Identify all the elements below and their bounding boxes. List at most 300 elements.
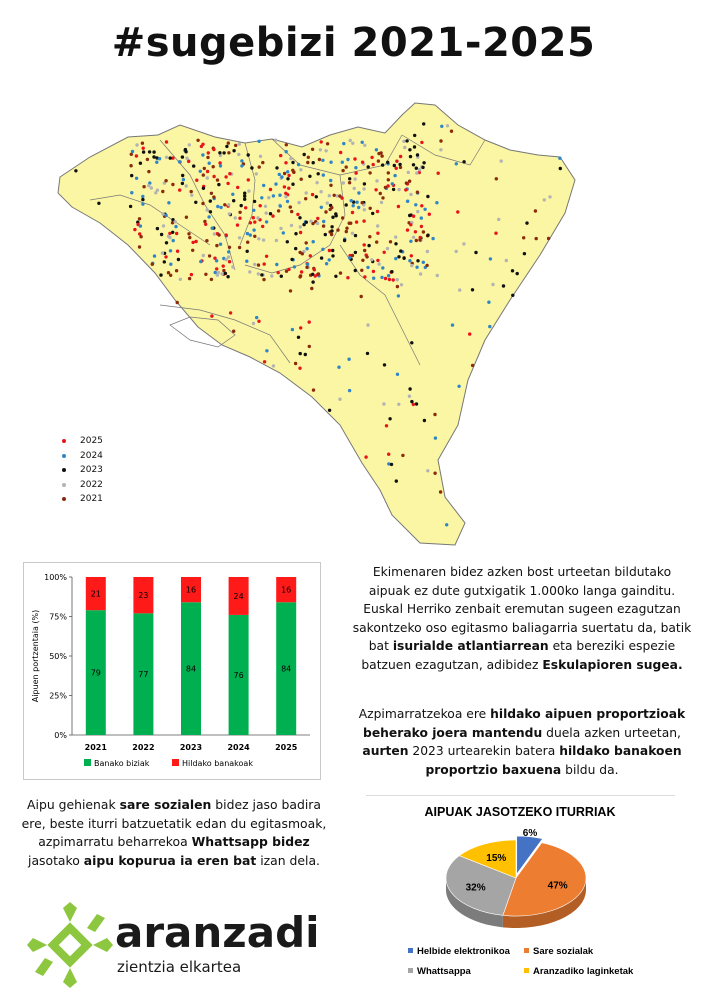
sighting-dot xyxy=(229,311,232,314)
sighting-dot xyxy=(316,222,319,225)
sighting-dot xyxy=(285,143,288,146)
sighting-dot xyxy=(468,332,471,335)
sighting-dot xyxy=(445,523,448,526)
sighting-dot xyxy=(252,322,255,325)
sighting-dot xyxy=(297,163,300,166)
sighting-dot xyxy=(426,195,429,198)
sighting-dot xyxy=(305,247,308,250)
sighting-dot xyxy=(367,244,370,247)
sighting-dot xyxy=(190,194,193,197)
y-axis-label: Aipuen portzentaia (%) xyxy=(31,609,40,703)
sighting-dot xyxy=(330,225,333,228)
sighting-dot xyxy=(348,222,351,225)
sighting-dot xyxy=(216,178,219,181)
sighting-dot xyxy=(243,192,246,195)
sighting-dot xyxy=(265,220,268,223)
sighting-dot xyxy=(231,265,234,268)
sighting-dot xyxy=(559,167,562,170)
sighting-dot xyxy=(203,167,206,170)
sighting-dot xyxy=(298,216,301,219)
sighting-dot xyxy=(345,165,348,168)
sighting-dot xyxy=(426,234,429,237)
sighting-dot xyxy=(161,190,164,193)
sighting-dot xyxy=(400,283,403,286)
sighting-dot xyxy=(372,277,375,280)
sighting-dot xyxy=(416,259,419,262)
sighting-dot xyxy=(217,271,220,274)
sighting-dot xyxy=(335,214,338,217)
x-tick-label: 2022 xyxy=(132,743,155,752)
sighting-dot xyxy=(208,162,211,165)
sighting-dot xyxy=(208,254,211,257)
sighting-dot xyxy=(165,156,168,159)
sighting-dot xyxy=(257,140,260,143)
sighting-dot xyxy=(226,275,229,278)
sighting-dot xyxy=(348,181,351,184)
sighting-dot xyxy=(243,198,246,201)
sighting-dot xyxy=(315,195,318,198)
sighting-dot xyxy=(349,139,352,142)
sighting-dot xyxy=(270,274,273,277)
sighting-dot xyxy=(328,194,331,197)
sighting-dot xyxy=(369,207,372,210)
sighting-dot xyxy=(272,194,275,197)
sighting-dot xyxy=(253,200,256,203)
sighting-dot xyxy=(312,388,315,391)
sighting-dot xyxy=(135,143,138,146)
sighting-dot xyxy=(213,232,216,235)
sighting-dot xyxy=(232,149,235,152)
sighting-dot xyxy=(316,217,319,220)
sighting-dot xyxy=(225,233,228,236)
emblem-petal xyxy=(87,914,105,932)
sighting-dot xyxy=(300,178,303,181)
sighting-dot xyxy=(169,156,172,159)
sighting-dot xyxy=(387,171,390,174)
sighting-dot xyxy=(389,240,392,243)
sighting-dot xyxy=(263,262,266,265)
sighting-dot xyxy=(378,262,381,265)
sighting-dot xyxy=(376,224,379,227)
sighting-dot xyxy=(129,205,132,208)
sighting-dot xyxy=(181,182,184,185)
sighting-dot xyxy=(408,259,411,262)
sighting-dot xyxy=(222,151,225,154)
pie-value-label: 32% xyxy=(465,882,486,894)
logo-wordmark: aranzadi xyxy=(115,908,320,957)
map-legend xyxy=(62,434,103,507)
sighting-dot xyxy=(361,259,364,262)
sighting-dot xyxy=(354,166,357,169)
sighting-dot xyxy=(182,178,185,181)
sighting-dot xyxy=(338,194,341,197)
legend-dot-icon xyxy=(62,468,66,472)
sighting-dot xyxy=(224,272,227,275)
sighting-dot xyxy=(416,210,419,213)
sighting-dot xyxy=(387,274,390,277)
sighting-dot xyxy=(390,463,393,466)
sighting-dot xyxy=(474,251,477,254)
sighting-dot xyxy=(341,161,344,164)
sighting-dot xyxy=(328,249,331,252)
sighting-dot xyxy=(420,216,423,219)
sighting-dot xyxy=(133,228,136,231)
sighting-dot xyxy=(363,208,366,211)
sighting-dot xyxy=(297,336,300,339)
sighting-dot xyxy=(247,153,250,156)
sighting-dot xyxy=(153,254,156,257)
sighting-dot xyxy=(164,214,167,217)
x-tick-label: 2024 xyxy=(227,743,250,752)
sighting-dot xyxy=(399,155,402,158)
sighting-dot xyxy=(207,215,210,218)
sighting-dot xyxy=(407,171,410,174)
bar-value-label: 79 xyxy=(90,668,101,678)
sighting-dot xyxy=(257,237,260,240)
sighting-dot xyxy=(455,162,458,165)
sighting-dot xyxy=(360,269,363,272)
sighting-dot xyxy=(354,171,357,174)
sighting-dot xyxy=(74,169,77,172)
sighting-dot xyxy=(309,220,312,223)
sighting-dot xyxy=(331,254,334,257)
sighting-dot xyxy=(215,267,218,270)
sighting-dot xyxy=(138,217,141,220)
sighting-dot xyxy=(167,235,170,238)
emblem-petal xyxy=(27,938,47,952)
sighting-dot xyxy=(395,160,398,163)
sighting-dot xyxy=(440,125,443,128)
sighting-dot xyxy=(215,259,218,262)
sighting-dot xyxy=(422,230,425,233)
sighting-dot xyxy=(299,326,302,329)
pie-legend-swatch xyxy=(524,948,529,953)
stacked-bar-chart xyxy=(23,562,321,780)
sighting-dot xyxy=(457,385,460,388)
pie-legend-label: Helbide elektronikoa xyxy=(417,946,510,957)
sighting-dot xyxy=(409,240,412,243)
sighting-dot xyxy=(191,249,194,252)
bar-value-label: 16 xyxy=(281,585,292,595)
sighting-dot xyxy=(368,235,371,238)
sighting-dot xyxy=(255,172,258,175)
sighting-dot xyxy=(488,325,491,328)
sighting-dot xyxy=(176,250,179,253)
sighting-dot xyxy=(450,130,453,133)
sighting-dot xyxy=(222,264,225,267)
sighting-dot xyxy=(418,238,421,241)
sighting-dot xyxy=(202,254,205,257)
paragraph-sources: Aipu gehienak sare sozialen bidez jaso badira ere, beste iturri batzuetatik edan du egitasmoak, azpimarratu beharrekoa Whattsapp bidez jasotako aipu kopurua ia eren bat izan dela. xyxy=(21,797,327,868)
sighting-dot xyxy=(290,224,293,227)
sighting-dot xyxy=(290,258,293,261)
sighting-dot xyxy=(305,191,308,194)
sighting-dot xyxy=(312,161,315,164)
sighting-dot xyxy=(274,139,277,142)
x-tick-label: 2025 xyxy=(275,743,298,752)
sighting-dot xyxy=(548,195,551,198)
sighting-dot xyxy=(206,156,209,159)
pie-value-label: 15% xyxy=(486,853,507,865)
sighting-dot xyxy=(167,271,170,274)
sighting-dot xyxy=(174,225,177,228)
sighting-dot xyxy=(206,176,209,179)
bar-value-label: 16 xyxy=(185,585,197,595)
sighting-dot xyxy=(329,184,332,187)
sighting-dot xyxy=(354,234,357,237)
sighting-dot xyxy=(312,240,315,243)
sighting-dot xyxy=(148,150,151,153)
sighting-dot xyxy=(345,227,348,230)
sighting-dot xyxy=(277,209,280,212)
sighting-dot xyxy=(319,190,322,193)
sighting-dot xyxy=(502,284,505,287)
legend-label: 2025 xyxy=(80,436,103,446)
sighting-dot xyxy=(393,164,396,167)
sighting-dot xyxy=(394,242,397,245)
sighting-dot xyxy=(290,210,293,213)
sighting-dot xyxy=(218,151,221,154)
sighting-dot xyxy=(324,210,327,213)
sighting-dot xyxy=(262,278,265,281)
sighting-dot xyxy=(384,277,387,280)
sighting-dot xyxy=(331,249,334,252)
sighting-dot xyxy=(547,237,550,240)
sighting-dot xyxy=(458,288,461,291)
sighting-dot xyxy=(409,223,412,226)
sighting-dot xyxy=(212,148,215,151)
sighting-dot xyxy=(403,146,406,149)
sighting-dot xyxy=(365,255,368,258)
sighting-dot xyxy=(272,364,275,367)
sighting-dot xyxy=(354,251,357,254)
sighting-dot xyxy=(370,258,373,261)
sighting-dot xyxy=(321,248,324,251)
sighting-dot xyxy=(252,228,255,231)
sighting-dot xyxy=(217,233,220,236)
sighting-dot xyxy=(351,211,354,214)
sighting-dot xyxy=(392,278,395,281)
sighting-dot xyxy=(252,209,255,212)
sighting-dot xyxy=(351,232,354,235)
sighting-dot xyxy=(293,265,296,268)
sighting-dot xyxy=(376,232,379,235)
sighting-dot xyxy=(406,200,409,203)
sighting-dot xyxy=(258,165,261,168)
sighting-dot xyxy=(487,301,490,304)
sighting-dot xyxy=(287,268,290,271)
sighting-dot xyxy=(249,221,252,224)
sighting-dot xyxy=(386,247,389,250)
sighting-dot xyxy=(294,232,297,235)
sighting-dot xyxy=(201,202,204,205)
sighting-dot xyxy=(471,288,474,291)
sighting-dot xyxy=(350,199,353,202)
sighting-dot xyxy=(141,198,144,201)
sighting-dot xyxy=(162,224,165,227)
sighting-dot xyxy=(415,402,418,405)
sighting-dot xyxy=(395,479,398,482)
sighting-dot xyxy=(423,419,426,422)
sighting-dot xyxy=(390,270,393,273)
sighting-dot xyxy=(396,285,399,288)
sighting-dot xyxy=(255,316,258,319)
sighting-dot xyxy=(353,177,356,180)
sighting-dot xyxy=(261,225,264,228)
page-title: #sugebizi 2021-2025 xyxy=(111,20,596,66)
sighting-dot xyxy=(225,258,228,261)
bar-value-label: 77 xyxy=(138,670,149,680)
sighting-dot xyxy=(188,236,191,239)
sighting-dot xyxy=(346,276,349,279)
sighting-dot xyxy=(315,181,318,184)
sighting-dot xyxy=(247,178,250,181)
sighting-dot xyxy=(497,218,500,221)
sighting-dot xyxy=(210,192,213,195)
aranzadi-logo[interactable] xyxy=(25,900,345,990)
sighting-dot xyxy=(289,157,292,160)
sighting-dot xyxy=(409,155,412,158)
sighting-dot xyxy=(370,156,373,159)
sighting-dot xyxy=(345,230,348,233)
sighting-dot xyxy=(328,258,331,261)
sighting-dot xyxy=(163,260,166,263)
sighting-dot xyxy=(321,159,324,162)
sighting-dot xyxy=(238,246,241,249)
bar-value-label: 76 xyxy=(233,670,244,680)
sighting-dot xyxy=(422,261,425,264)
sighting-dot xyxy=(377,159,380,162)
sighting-dot xyxy=(361,201,364,204)
sighting-dot xyxy=(380,201,383,204)
sighting-dot xyxy=(210,314,213,317)
sighting-dot xyxy=(379,151,382,154)
sighting-dot xyxy=(298,367,301,370)
pie-value-label: 47% xyxy=(547,880,568,892)
sighting-dot xyxy=(394,235,397,238)
sighting-dot xyxy=(329,179,332,182)
sighting-dot xyxy=(412,236,415,239)
sighting-dot xyxy=(428,213,431,216)
sighting-dot xyxy=(257,263,260,266)
sighting-dot xyxy=(212,195,215,198)
sighting-dot xyxy=(308,175,311,178)
sighting-dot xyxy=(250,166,253,169)
sighting-dot xyxy=(188,143,191,146)
sighting-dot xyxy=(227,255,230,258)
sighting-dot xyxy=(284,192,287,195)
sighting-dot xyxy=(391,182,394,185)
sighting-dot xyxy=(159,273,162,276)
sighting-dot xyxy=(304,197,307,200)
sighting-dot xyxy=(351,254,354,257)
bar-value-label: 23 xyxy=(138,591,149,601)
sighting-dot xyxy=(307,156,310,159)
sighting-dot xyxy=(410,264,413,267)
bar-value-label: 84 xyxy=(281,664,292,674)
sighting-dot xyxy=(331,216,334,219)
sighting-dot xyxy=(147,170,150,173)
sighting-dot xyxy=(413,145,416,148)
sighting-dot xyxy=(243,194,246,197)
sighting-dot xyxy=(300,270,303,273)
sighting-dot xyxy=(387,178,390,181)
sighting-dot xyxy=(410,400,413,403)
sighting-dot xyxy=(181,174,184,177)
sighting-dot xyxy=(172,239,175,242)
sighting-dot xyxy=(209,210,212,213)
sighting-dot xyxy=(130,191,133,194)
sighting-dot xyxy=(142,150,145,153)
sighting-dot xyxy=(408,180,411,183)
sighting-dot xyxy=(146,158,149,161)
sighting-dot xyxy=(311,148,314,151)
sighting-dot xyxy=(320,256,323,259)
sighting-dot xyxy=(320,140,323,143)
sighting-dot xyxy=(219,243,222,246)
sighting-dot xyxy=(322,173,325,176)
sighting-dot xyxy=(408,148,411,151)
sighting-dot xyxy=(175,232,178,235)
sighting-dot xyxy=(393,174,396,177)
sighting-dot xyxy=(161,251,164,254)
sighting-dot xyxy=(184,148,187,151)
sighting-dot xyxy=(231,193,234,196)
pie-legend-swatch xyxy=(408,968,413,973)
pie-legend-swatch xyxy=(408,948,413,953)
sighting-dot xyxy=(305,266,308,269)
sighting-dot xyxy=(398,163,401,166)
sighting-dot xyxy=(141,142,144,145)
sighting-dot xyxy=(422,122,425,125)
sighting-dot xyxy=(543,198,546,201)
sighting-dot xyxy=(253,220,256,223)
sighting-dot xyxy=(366,266,369,269)
sighting-dot xyxy=(364,455,367,458)
bar-value-label: 21 xyxy=(90,589,101,599)
sighting-dot xyxy=(142,185,145,188)
sighting-dot xyxy=(204,223,207,226)
sighting-dot xyxy=(97,202,100,205)
sighting-dot xyxy=(215,244,218,247)
sighting-dot xyxy=(405,181,408,184)
sighting-dot xyxy=(451,323,454,326)
sighting-dot xyxy=(279,154,282,157)
sighting-dot xyxy=(363,249,366,252)
sighting-dot xyxy=(372,270,375,273)
legend-label: Banako biziak xyxy=(94,759,150,768)
sighting-dot xyxy=(412,163,415,166)
sighting-dot xyxy=(436,274,439,277)
sighting-dot xyxy=(410,341,413,344)
paragraph-mortality: Azpimarratzekoa ere hildako aipuen proportzioak beherako joera mantendu duela azken urteetan, aurten 2023 urtearekin batera hildako banakoen proportzio baxuena bildu da. xyxy=(358,707,686,777)
sighting-dot xyxy=(227,151,230,154)
sighting-dot xyxy=(381,196,384,199)
emblem-petal xyxy=(35,958,53,976)
sighting-dot xyxy=(408,214,411,217)
pie-legend-label: Aranzadiko laginketak xyxy=(533,966,634,977)
legend-dot-icon xyxy=(62,439,66,443)
sighting-dot xyxy=(228,260,231,263)
sighting-dot xyxy=(399,166,402,169)
sighting-dot xyxy=(308,345,311,348)
sighting-dot xyxy=(381,266,384,269)
sighting-dot xyxy=(169,249,172,252)
sighting-dot xyxy=(301,252,304,255)
sighting-dot xyxy=(366,323,369,326)
sighting-dot xyxy=(328,409,331,412)
sighting-dot xyxy=(194,201,197,204)
